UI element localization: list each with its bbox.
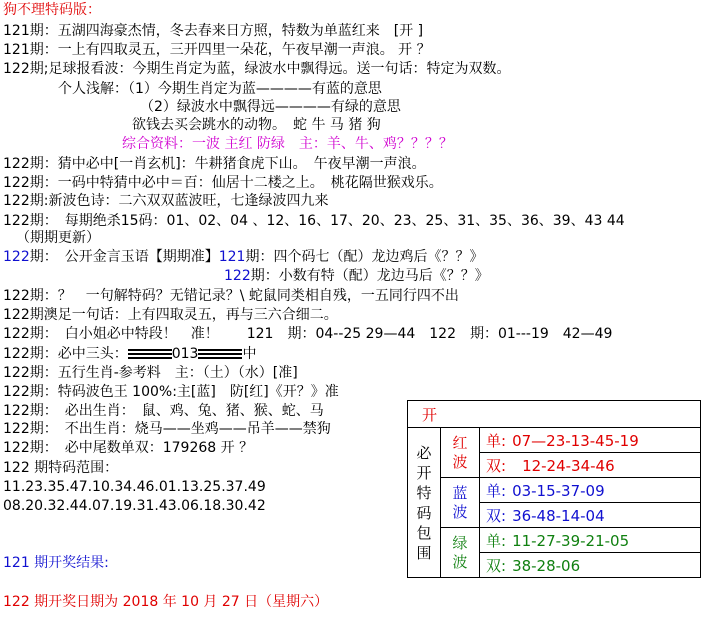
line-122-three-heads <box>3 345 256 363</box>
line-122-australia <box>3 306 338 324</box>
period-prefix: 122 <box>3 193 30 209</box>
line-121-b <box>3 41 431 59</box>
vertical-label: 必开特码包围 <box>416 443 432 562</box>
range-title: 122 期特码范围： <box>3 460 119 476</box>
line-text: 期： 必出生肖： 鼠、鸡、兔、猪、猴、蛇、马 <box>29 403 324 419</box>
line-122-miss-white <box>3 325 612 343</box>
line-text: 期： 公开金言玉语【期期准】 <box>29 249 219 265</box>
bar-decoration-left <box>128 349 172 359</box>
period-prefix: 122 <box>3 156 30 172</box>
line-122-guess <box>3 155 426 173</box>
line-text: 期： 必中尾数单双：179268 开 ？ <box>29 440 254 456</box>
row-value: 11-27-39-21-05 <box>512 531 630 550</box>
line-122-golden-words <box>3 248 483 266</box>
period-prefix: 121 <box>3 555 30 571</box>
table-row <box>480 428 701 453</box>
row-key: 双: <box>486 556 507 575</box>
summary-line: 综合资料：一波 主红 防绿 主：羊、牛、鸡？？？？ <box>122 136 453 152</box>
line-text: 期：四个码七（配）龙边鸡后《？？》 <box>245 249 484 265</box>
table-row <box>480 453 701 478</box>
period-prefix: 122 <box>3 384 30 400</box>
row-value: 38-28-06 <box>512 556 581 575</box>
vertical-label: 绿波 <box>452 533 468 571</box>
period-prefix: 122 <box>3 403 30 419</box>
personal-interpretation-1: 个人浅解：（1）今期生肖定为蓝————有蓝的意思 <box>58 81 382 97</box>
line-122-wave-king <box>3 383 339 401</box>
must-open-label <box>408 428 441 578</box>
table-row <box>480 553 701 578</box>
table-row <box>480 503 701 528</box>
period-prefix: 121 <box>218 249 246 265</box>
range-numbers-2: 08.20.32.44.07.19.31.43.06.18.30.42 <box>3 498 266 514</box>
line-text: 期：一上有四取灵五，三开四里一朵花，午夜早潮一声浪。 开 ？ <box>29 42 431 58</box>
green-wave-label <box>441 528 480 578</box>
line-text: 期开奖日期为 2018 年 10 月 27 日（星期六） <box>29 594 329 610</box>
line-text: 中 <box>242 346 257 362</box>
line-122-wave-poem <box>3 192 328 210</box>
personal-interpretation-2: （2）绿波水中飘得远————有绿的意思 <box>140 99 401 115</box>
period-prefix: 122 <box>3 175 30 191</box>
period-prefix: 122 <box>3 307 30 323</box>
period-prefix: 122 <box>3 288 30 304</box>
period-prefix: 122 <box>3 365 30 381</box>
line-text: 期： 不出生肖：烧马——坐鸡——吊羊——禁狗 <box>29 421 331 437</box>
table-row <box>480 478 701 503</box>
period-prefix: 122 <box>224 268 251 284</box>
line-text: 期： 每期绝杀15码：01、02、04 、12、16、17、20、23、25、31、35、36、39、43 44 <box>29 213 625 229</box>
row-key: 单: <box>486 431 507 450</box>
line-text: 期;足球报看波：今期生肖定为蓝，绿波水中飘得远。送一句话：特定为双数。 <box>29 61 511 77</box>
water-animal-line: 欲钱去买会跳水的动物。 蛇 牛 马 猪 狗 <box>132 117 381 133</box>
table-header: 开 <box>408 401 701 428</box>
range-numbers-1: 11.23.35.47.10.34.46.01.13.25.37.49 <box>3 479 266 495</box>
row-key: 双: <box>486 456 507 475</box>
period-prefix: 122 <box>3 213 30 229</box>
period-prefix: 121 <box>3 23 30 39</box>
line-text: 期：五行生肖-参考料 主：（土）（水）[准] <box>29 365 298 381</box>
must-open-table <box>407 400 701 578</box>
line-text: 期：小数有特（配）龙边马后《？？》 <box>250 268 489 284</box>
period-prefix: 122 <box>3 346 30 362</box>
line-text: 期： 白小姐必中特段！ 准！ 121 期：04--25 29—44 122 期：01---19 42—49 <box>29 326 613 342</box>
line-122-one-sentence <box>3 287 459 305</box>
row-value: 12-24-34-46 <box>522 456 615 475</box>
line-text: 期:新波色诗：二六双双蓝波旺，七逢绿波四九来 <box>29 193 329 209</box>
vertical-label: 蓝波 <box>452 483 468 521</box>
row-key: 单: <box>486 481 507 500</box>
page-header: 狗不理特码版： <box>3 2 101 18</box>
line-text: 期：特码波色王 100%:主[蓝] 防[红]《开？》准 <box>29 384 339 400</box>
table-row <box>480 528 701 553</box>
period-prefix: 122 <box>3 249 30 265</box>
line-122-no-zodiac <box>3 420 331 438</box>
line-text: 期澳足一句话：上有四取灵五，再与三六合细二。 <box>29 307 338 323</box>
draw-date-line <box>3 593 328 611</box>
period-prefix: 122 <box>3 326 30 342</box>
line-121-a <box>3 22 423 40</box>
line-122-small-number <box>224 267 489 285</box>
line-122-football <box>3 60 510 78</box>
row-key: 单: <box>486 531 507 550</box>
period-prefix: 122 <box>3 440 30 456</box>
line-text: 期：猜中必中[一肖玄机]：牛耕猪食虎下山。 午夜早潮一声浪。 <box>29 156 426 172</box>
line-122-five-elements <box>3 364 298 382</box>
line-text: 期：？ 一句解特码？无错记录？\ 蛇鼠同类相自残，一五同行四不出 <box>29 288 459 304</box>
line-text: 期：一码中特猜中必中＝百：仙居十二楼之上。 桃花隔世猴戏乐。 <box>29 175 443 191</box>
period-prefix: 122 <box>3 594 30 610</box>
bar-decoration-right <box>198 349 242 359</box>
red-wave-label <box>441 428 480 478</box>
blue-wave-label <box>441 478 480 528</box>
three-heads-code: 013 <box>171 346 199 362</box>
row-value: 07—23-13-45-19 <box>512 431 639 450</box>
line-text: 期开奖结果: <box>29 555 109 571</box>
row-value: 36-48-14-04 <box>512 506 605 525</box>
line-122-one-code <box>3 174 443 192</box>
result-line <box>3 554 109 572</box>
row-key: 双: <box>486 506 507 525</box>
line-text: 期：必中三头： <box>29 346 128 362</box>
update-note: （期期更新） <box>16 230 100 246</box>
row-value: 03-15-37-09 <box>512 481 605 500</box>
line-122-must-zodiac <box>3 402 324 420</box>
line-122-kill-15 <box>3 212 625 230</box>
vertical-label: 红波 <box>452 433 468 471</box>
line-text: 期：五湖四海豪杰情，冬去春来日方照，特数为单蓝红来 [开 ] <box>29 23 424 39</box>
period-prefix: 122 <box>3 61 30 77</box>
line-122-tail-number <box>3 439 253 457</box>
period-prefix: 121 <box>3 42 30 58</box>
period-prefix: 122 <box>3 421 30 437</box>
